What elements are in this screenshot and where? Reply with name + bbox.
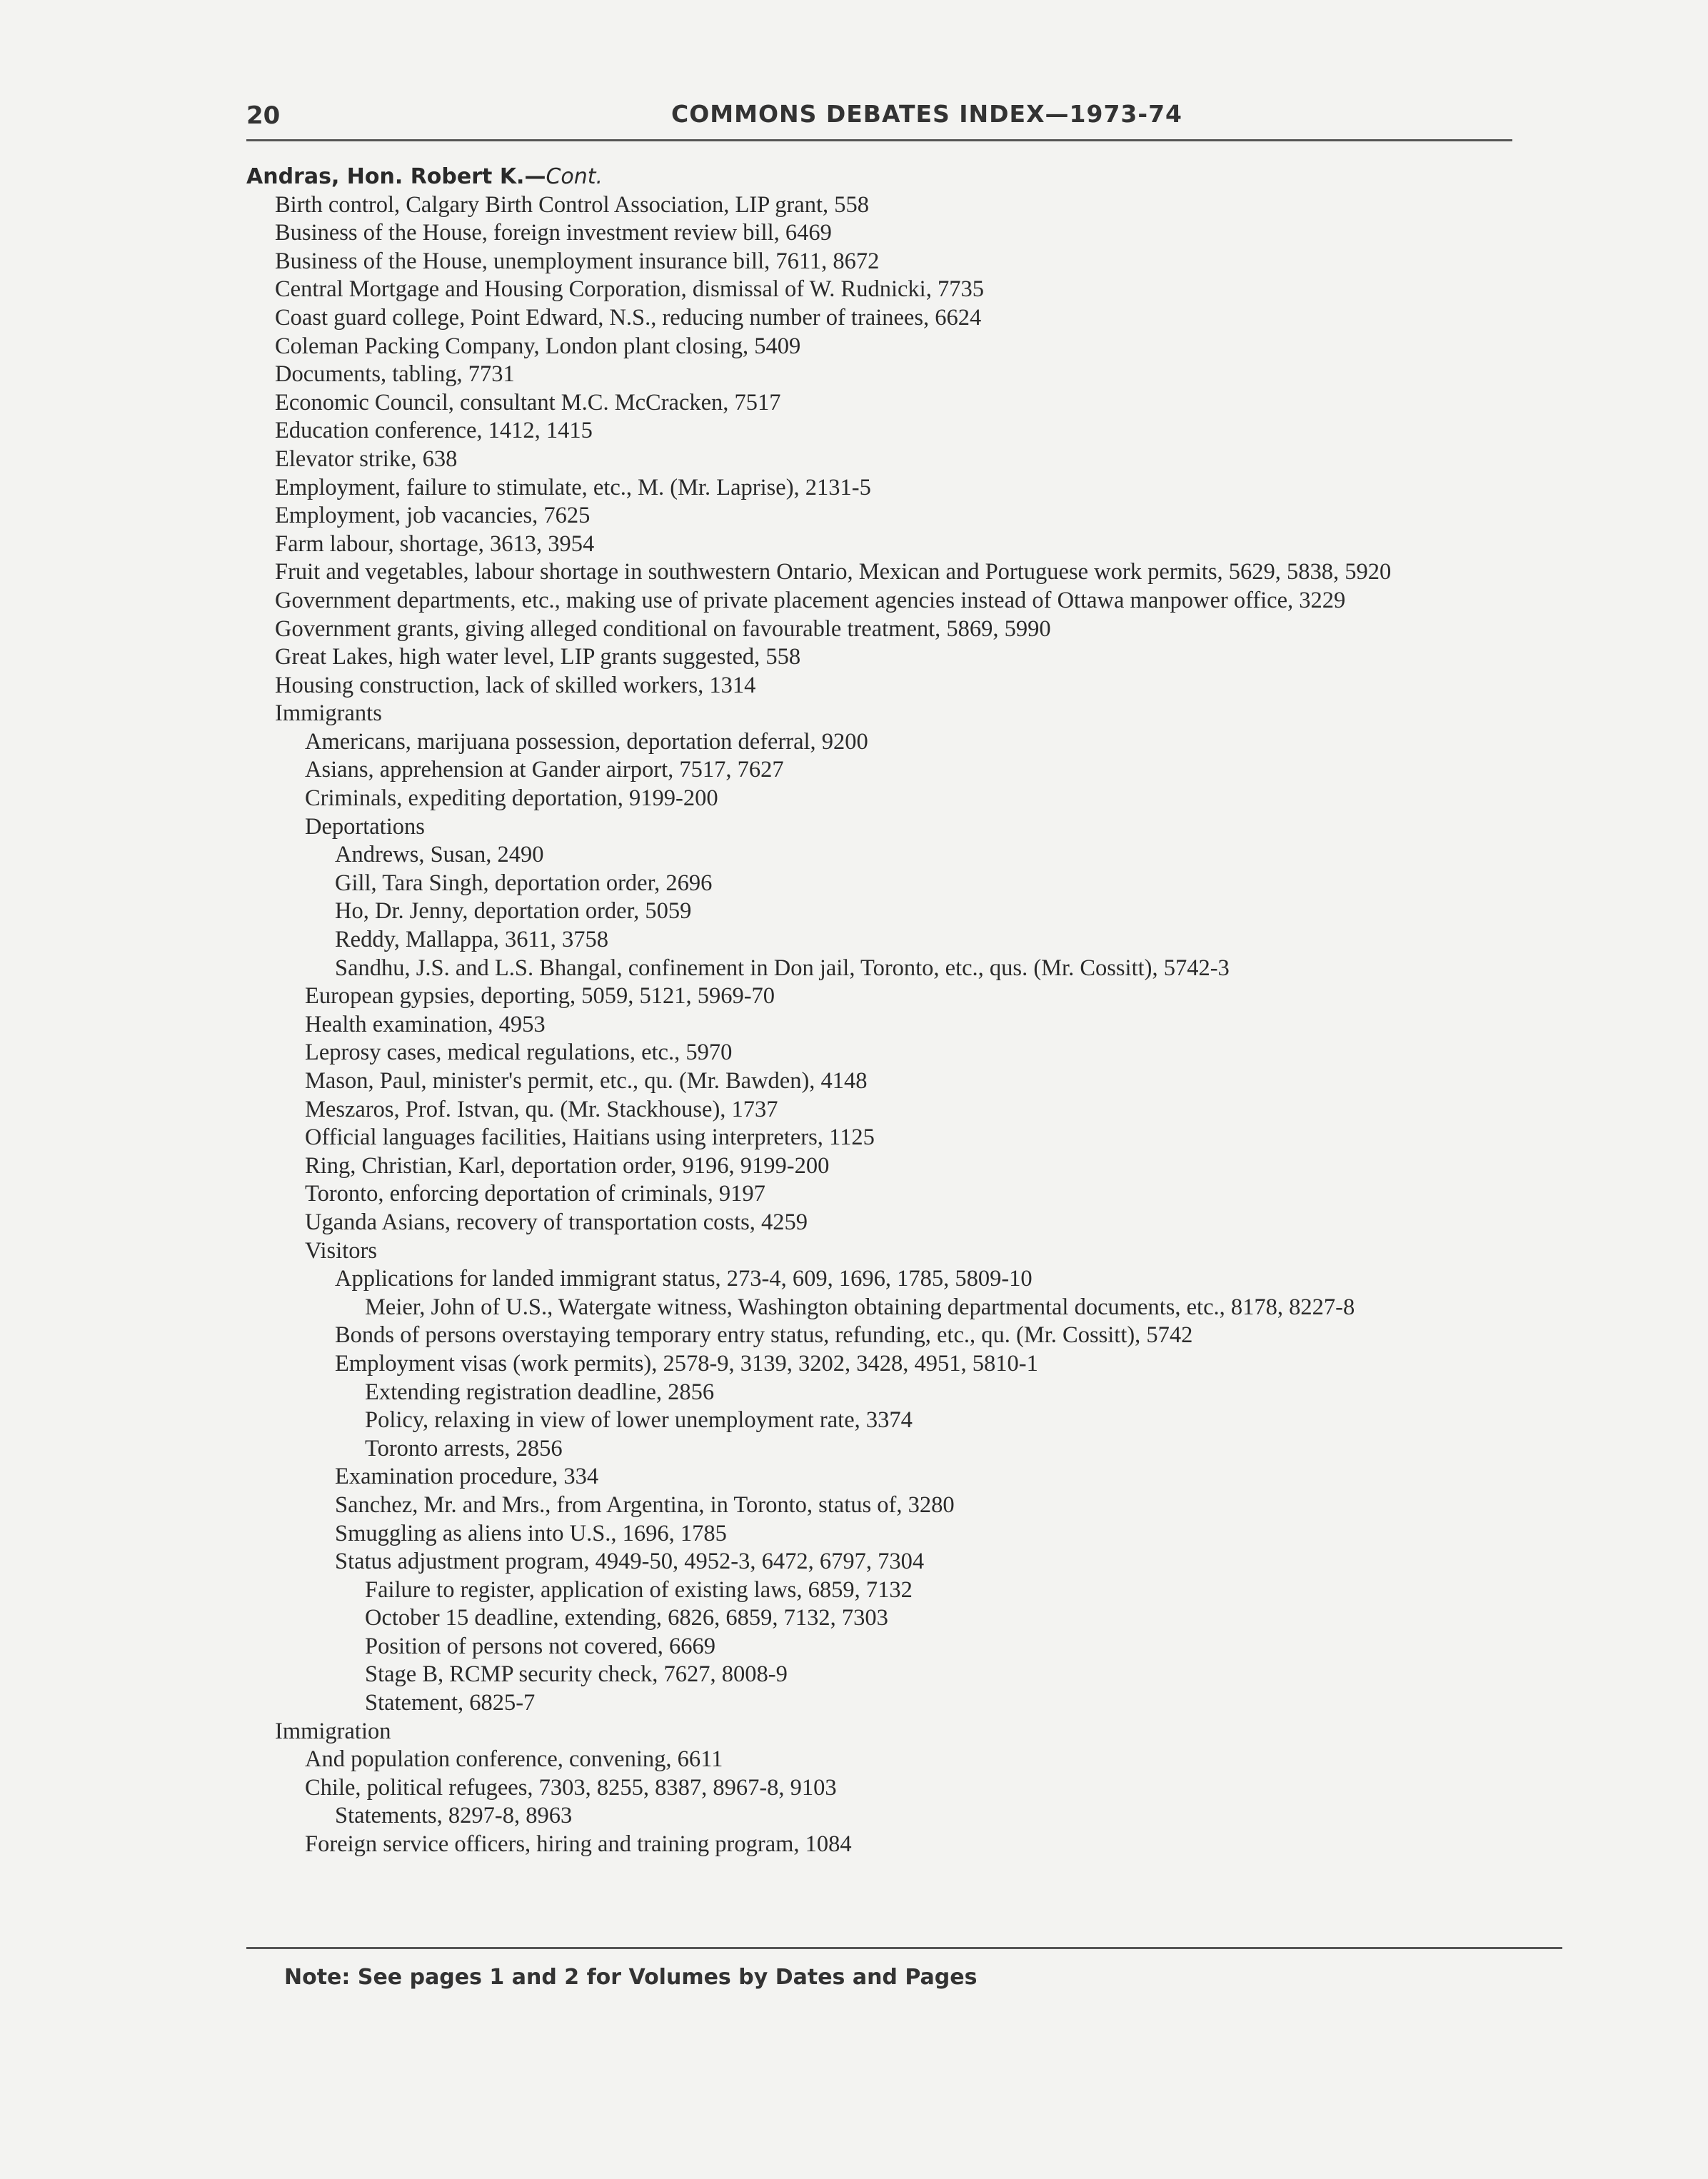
index-entries (246, 163, 1574, 1859)
index-entry: European gypsies, deporting, 5059, 5121, 5969-70 (305, 983, 775, 1010)
index-entry: Asians, apprehension at Gander airport, 7517, 7627 (305, 757, 784, 783)
index-entry: Leprosy cases, medical regulations, etc., 5970 (305, 1040, 733, 1066)
index-entry: Toronto, enforcing deportation of criminals, 9197 (305, 1181, 765, 1207)
index-entry: Smuggling as aliens into U.S., 1696, 1785 (335, 1520, 727, 1546)
index-entry: Criminals, expediting deportation, 9199-200 (305, 785, 718, 812)
index-entry: Central Mortgage and Housing Corporation, dismissal of W. Rudnicki, 7735 (275, 276, 984, 303)
index-entry: Statement, 6825-7 (365, 1690, 536, 1716)
index-entry: Andrews, Susan, 2490 (335, 842, 544, 868)
heading-name: Andras, Hon. Robert K.— (246, 164, 546, 189)
index-entry: Policy, relaxing in view of lower unemployment rate, 3374 (365, 1407, 913, 1434)
index-entry: Bonds of persons overstaying temporary entry status, refunding, etc., qu. (Mr. Cossitt), 5742 (335, 1322, 1193, 1349)
bottom-rule (246, 1947, 1562, 1949)
index-heading (246, 163, 1574, 191)
index-entry: Housing construction, lack of skilled workers, 1314 (275, 672, 756, 698)
index-entry: Mason, Paul, minister's permit, etc., qu. (Mr. Bawden), 4148 (305, 1068, 868, 1094)
index-entry: Farm labour, shortage, 3613, 3954 (275, 530, 595, 557)
index-entry: Employment, failure to stimulate, etc., M. (Mr. Laprise), 2131-5 (275, 474, 871, 500)
index-entry: October 15 deadline, extending, 6826, 6859, 7132, 7303 (365, 1605, 888, 1631)
index-entry: Business of the House, foreign investment review bill, 6469 (275, 220, 832, 246)
index-entry: Fruit and vegetables, labour shortage in southwestern Ontario, Mexican and Portuguese work permits, 5629, 5838, 5920 (275, 559, 1392, 585)
index-entry: Immigration (275, 1718, 391, 1744)
index-entry: Immigrants (275, 700, 382, 727)
index-entry: Employment, job vacancies, 7625 (275, 503, 591, 529)
index-entry: Economic Council, consultant M.C. McCracken, 7517 (275, 389, 781, 416)
index-entry: Chile, political refugees, 7303, 8255, 8387, 8967-8, 9103 (305, 1774, 837, 1801)
index-entry: Meier, John of U.S., Watergate witness, Washington obtaining departmental documents, etc., 8178, 8227-8 (365, 1294, 1355, 1320)
index-entry: Statements, 8297-8, 8963 (335, 1803, 573, 1829)
index-entry: Failure to register, application of existing laws, 6859, 7132 (365, 1576, 913, 1603)
footer-note: Note: See pages 1 and 2 for Volumes by Dates and Pages (284, 1965, 978, 1990)
page-number: 20 (246, 101, 281, 130)
index-entry: Elevator strike, 638 (275, 446, 458, 472)
index-entry: Coleman Packing Company, London plant closing, 5409 (275, 333, 801, 359)
index-entry: Toronto arrests, 2856 (365, 1435, 563, 1461)
index-entry: Birth control, Calgary Birth Control Association, LIP grant, 558 (275, 191, 869, 218)
index-entry: Foreign service officers, hiring and training program, 1084 (305, 1831, 852, 1858)
index-entry: Government departments, etc., making use of private placement agencies instead of Ottawa manpower office, 3229 (275, 587, 1346, 613)
index-entry: Extending registration deadline, 2856 (365, 1379, 715, 1405)
index-entry: Health examination, 4953 (305, 1011, 546, 1037)
index-entry: Americans, marijuana possession, deportation deferral, 9200 (305, 728, 868, 755)
index-entry: Meszaros, Prof. Istvan, qu. (Mr. Stackhouse), 1737 (305, 1096, 778, 1122)
index-entry: Position of persons not covered, 6669 (365, 1633, 716, 1659)
index-entry: Education conference, 1412, 1415 (275, 418, 593, 444)
index-entry: Status adjustment program, 4949-50, 4952-3, 6472, 6797, 7304 (335, 1549, 925, 1575)
index-entry: Government grants, giving alleged conditional on favourable treatment, 5869, 5990 (275, 615, 1051, 642)
index-entry: Employment visas (work permits), 2578-9, 3139, 3202, 3428, 4951, 5810-1 (335, 1350, 1038, 1377)
running-title: COMMONS DEBATES INDEX—1973-74 (671, 100, 1182, 128)
index-entry: Applications for landed immigrant status, 273-4, 609, 1696, 1785, 5809-10 (335, 1266, 1033, 1292)
index-entry: Official languages facilities, Haitians using interpreters, 1125 (305, 1124, 875, 1151)
index-entry: Business of the House, unemployment insurance bill, 7611, 8672 (275, 248, 880, 274)
index-entry: Coast guard college, Point Edward, N.S., reducing number of trainees, 6624 (275, 304, 982, 331)
index-entry: Visitors (305, 1237, 377, 1264)
index-entry: Documents, tabling, 7731 (275, 361, 515, 388)
index-entry: Examination procedure, 334 (335, 1464, 599, 1490)
index-entry: And population conference, convening, 6611 (305, 1746, 723, 1773)
index-entry: Sanchez, Mr. and Mrs., from Argentina, in Toronto, status of, 3280 (335, 1491, 955, 1518)
index-entry: Deportations (305, 813, 425, 840)
index-entry: Great Lakes, high water level, LIP grants suggested, 558 (275, 644, 801, 670)
heading-cont: Cont. (546, 164, 603, 189)
index-entry: Uganda Asians, recovery of transportation costs, 4259 (305, 1209, 808, 1235)
index-entry: Sandhu, J.S. and L.S. Bhangal, confinement in Don jail, Toronto, etc., qus. (Mr. Cossitt), 5742-3 (335, 955, 1230, 981)
index-entry: Stage B, RCMP security check, 7627, 8008-9 (365, 1661, 788, 1688)
index-entry: Reddy, Mallappa, 3611, 3758 (335, 927, 609, 953)
index-entry: Ring, Christian, Karl, deportation order, 9196, 9199-200 (305, 1152, 830, 1179)
index-entry: Gill, Tara Singh, deportation order, 2696 (335, 870, 713, 896)
top-rule (246, 139, 1512, 141)
index-entry: Ho, Dr. Jenny, deportation order, 5059 (335, 898, 692, 925)
